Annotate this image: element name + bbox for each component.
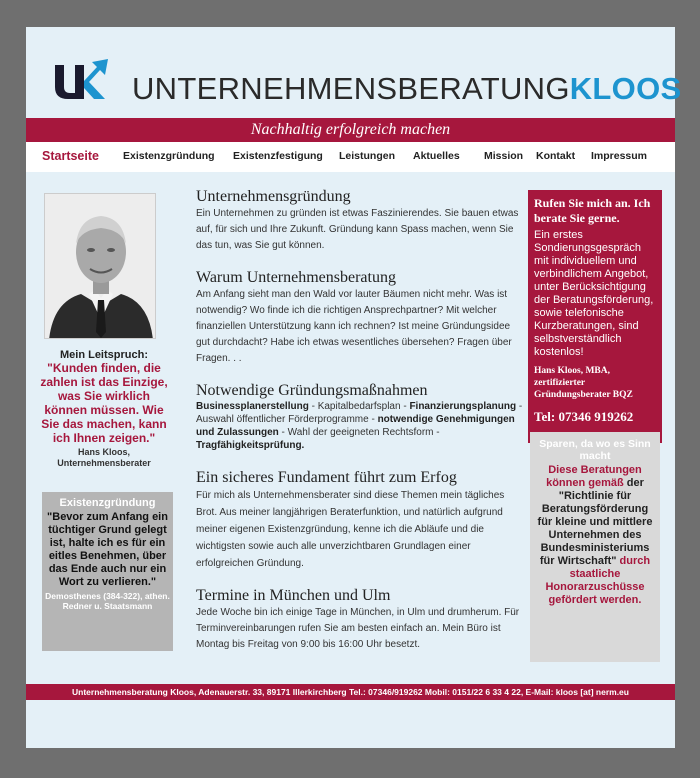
massnahme-genehmigungen: notwendige Genehmigungen und Zulassungen: [196, 414, 515, 438]
site-title-accent: KLOOS: [569, 71, 682, 106]
quote-box-attribution: Demosthenes (384-322), athen. Redner u. Staatsmann: [45, 591, 170, 611]
massnahme-finanzierung: Finanzierungsplanung: [409, 401, 517, 412]
uk-logo-icon[interactable]: [53, 51, 111, 101]
nav-item-existenzfestigung[interactable]: Existenzfestigung: [233, 150, 323, 162]
contact-box-text: Ein erstes Sondierungsgespräch mit individuellem und verbindlichem Angebot, unter Berücksichtigung der Beratungsförderung, sowie telefonische Kurzberatungen, sind selbstverständlich kostenlos!: [534, 229, 654, 358]
motto-block: [36, 349, 172, 469]
section-title-gruendung: Unternehmensgründung: [196, 188, 351, 205]
massnahme-sep-3: - Wahl der geeigneten Rechtsform -: [278, 427, 440, 438]
nav-item-kontakt[interactable]: Kontakt: [536, 150, 576, 162]
section-body-fundament: Für mich als Unternehmensberater sind diese Themen mein tägliches Brot. Aus meiner langjährigen Beraterfunktion, und natürlich aufgrund meiner eigenen Existenzgründung, kenne ich die Abläufe und die wichtigsten sowie auch alle unverzichtbaren Grundlagen einer erfolgreichen Gründung.: [196, 490, 505, 569]
funding-box: [530, 432, 660, 662]
massnahme-businessplan: Businessplanerstellung: [196, 401, 309, 412]
nav-item-existenzgruendung[interactable]: Existenzgründung: [123, 150, 215, 162]
section-title-fundament: Ein sicheres Fundament führt zum Erfog: [196, 469, 457, 486]
portrait-photo: [44, 193, 156, 339]
quote-box: [42, 492, 173, 651]
nav-item-aktuelles[interactable]: Aktuelles: [413, 150, 460, 162]
main-content: [196, 187, 526, 653]
footer-address: Unternehmensberatung Kloos, Adenauerstr. 33, 89171 Illerkirchberg Tel.: 07346/919262 Mobil: 0151/22 6 33 4 22, E-Mail: kloos [at] nerm.eu: [72, 687, 629, 697]
contact-box: [528, 190, 662, 443]
tagline-bar: [26, 118, 675, 142]
funding-box-title: Sparen, da wo es Sinn macht: [539, 438, 651, 462]
site-title: [132, 71, 681, 107]
section-title-warum: Warum Unternehmensberatung: [196, 269, 396, 286]
nav-item-impressum[interactable]: Impressum: [591, 150, 648, 162]
motto-heading: Mein Leitspruch:: [59, 349, 148, 361]
portrait-image: [45, 194, 156, 339]
site-title-main: UNTERNEHMENSBERATUNG: [132, 71, 570, 106]
massnahme-sep-1: - Kapitalbedarfsplan -: [308, 401, 410, 412]
section-body-warum: Am Anfang sieht man den Wald vor lauter Bäumen nicht mehr. Was ist notwendig? Wo finde ich die richtigen Ansprechpartner? Mit welcher finanziellen Unterstützung kann ich rechnen? Ist meine Gründungsidee gut durchdacht? Habe ich etwas wesentliches übersehen? Fragen über Fragen. . .: [196, 289, 512, 364]
massnahme-tragfaehigkeit: Tragfähigkeitsprüfung.: [196, 440, 305, 451]
section-title-termine: Termine in München und Ulm: [196, 587, 391, 604]
page-container: [26, 27, 682, 748]
contact-phone[interactable]: Tel: 07346 919262: [534, 409, 634, 424]
contact-box-signature: Hans Kloos, MBA, zertifizierter Gründungsberater BQZ: [534, 366, 633, 400]
contact-box-title: Rufen Sie mich an. Ich berate Sie gerne.: [534, 196, 651, 225]
main-nav: [26, 142, 675, 172]
funding-text-part-2: der "Richtlinie für Beratungsförderung für kleine und mittlere Unternehmen des Bundesministeriums für Wirtschaft": [537, 477, 653, 567]
section-title-massnahmen: Notwendige Gründungsmaßnahmen: [196, 382, 428, 399]
massnahme-sep-2: - Auswahl öffentlicher Förderprogramme -: [196, 401, 523, 425]
motto-quote: "Kunden finden, die zahlen ist das Einzige, was Sie wirklich können müssen. Wie Sie das machen, kann ich Ihnen zeigen.": [40, 361, 168, 445]
motto-attribution: Hans Kloos, Unternehmensberater: [57, 447, 151, 468]
tagline-text: Nachhaltig erfolgreich machen: [250, 121, 451, 138]
section-body-gruendung: Ein Unternehmen zu gründen ist etwas Faszinierendes. Sie bauen etwas auf, für sich und Ihre Zukunft. Gründung kann Spass machen, wenn Sie das tun, was Sie gut können.: [196, 208, 519, 251]
nav-item-leistungen[interactable]: Leistungen: [339, 150, 396, 162]
funding-box-text: [534, 464, 656, 607]
section-body-massnahmen: [196, 400, 526, 452]
quote-box-title: Existenzgründung: [59, 497, 156, 509]
footer-bar: [26, 684, 675, 700]
funding-text-part-3: durch staatliche Honorarzuschüsse gefördert werden.: [545, 555, 651, 606]
section-body-termine: Jede Woche bin ich einige Tage in München, in Ulm und drumherum. Für Terminvereinbarungen rufen Sie am besten einfach an. Mein Büro ist Montag bis Freitag von 9:00 bis 16:00 Uhr besetzt.: [196, 607, 520, 650]
funding-text-part-1: Diese Beratungen können gemäß: [546, 464, 642, 489]
nav-item-startseite[interactable]: Startseite: [42, 149, 99, 163]
nav-item-mission[interactable]: Mission: [484, 150, 524, 162]
quote-box-text: "Bevor zum Anfang ein tüchtiger Grund gelegt ist, halte ich es für ein eitles Benehmen, über das Ende auch nur ein Wort zu verlieren.": [47, 511, 168, 588]
